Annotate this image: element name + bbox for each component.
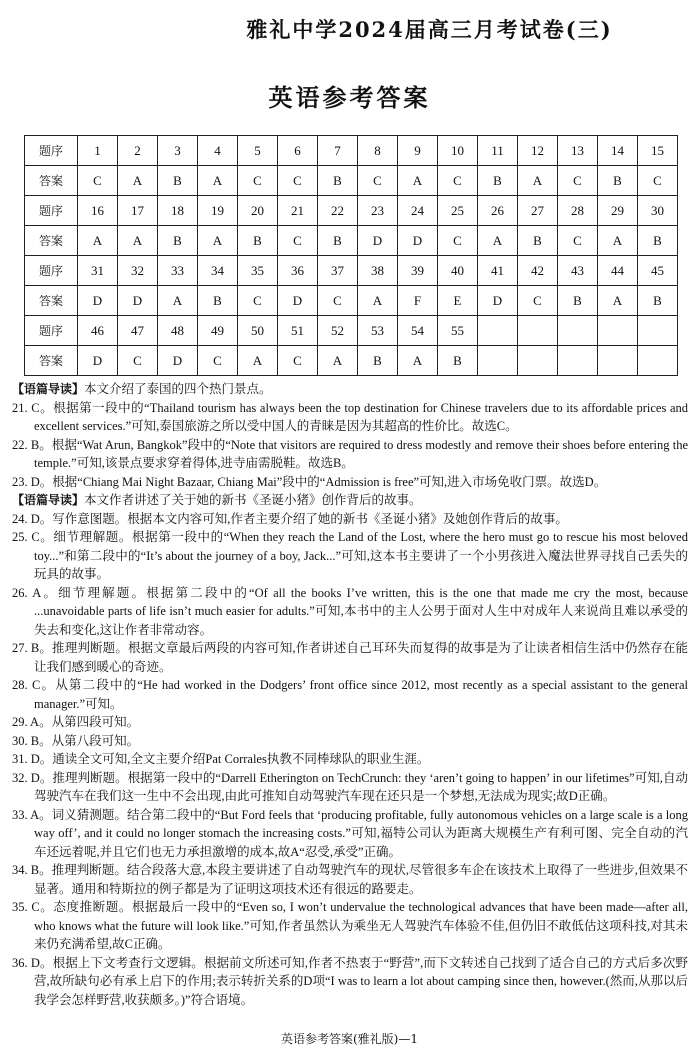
answer-explanation: 25. C。细节理解题。根据第一段中的“When they reach the Land of the Lost, where the hero must go to rescue his most beloved toy...”和第二段中的“It’s about the journey of a boy, Jack...”可知,这本书主要讲了一个小男孩进入魔法世界寻找自己丢失的玩具的故事。 — [12, 530, 688, 581]
answer-cell: A — [158, 286, 198, 316]
passage-guide-text: 本文介绍了泰国的四个热门景点。 — [84, 382, 272, 396]
answer-cell: B — [438, 346, 478, 376]
answer-cell: A — [598, 226, 638, 256]
answer-row — [25, 226, 678, 256]
question-number-cell: 34 — [198, 256, 238, 286]
question-number-cell: 16 — [78, 196, 118, 226]
question-number-cell: 6 — [278, 136, 318, 166]
question-number-cell: 13 — [558, 136, 598, 166]
answer-cell: B — [598, 166, 638, 196]
answer-cell: F — [398, 286, 438, 316]
answer-cell: C — [238, 166, 278, 196]
answer-cell: A — [198, 166, 238, 196]
passage-guide — [12, 491, 688, 510]
row-label-question: 题序 — [25, 256, 78, 286]
question-number-cell: 54 — [398, 316, 438, 346]
question-number-cell: 26 — [478, 196, 518, 226]
answer-explanation: 33. A。词义猜测题。结合第二段中的“But Ford feels that ‘producing profitable, fully autonomous vehicles on a large scale is a long way off’, and it could no longer stomach the increasing costs.”可知,福特公司认为距离大规模生产有利可图、完全自动的汽车还远着呢,并且它们也无力承担激增的成本,故A“忍受,承受”正确。 — [12, 807, 688, 859]
answer-cell: A — [398, 346, 438, 376]
answer-row — [25, 346, 678, 376]
question-number-cell: 12 — [518, 136, 558, 166]
answer-cell: A — [238, 346, 278, 376]
answer-explanation: 23. D。根据“Chiang Mai Night Bazaar, Chiang Mai”段中的“Admission is free”可知,进入市场免收门票。故选D。 — [12, 474, 607, 489]
answer-cell: E — [438, 286, 478, 316]
answer-explanation: 24. D。写作意图题。根据本文内容可知,作者主要介绍了她的新书《圣诞小猪》及她创作背后的故事。 — [12, 511, 568, 526]
answer-cell: C — [518, 286, 558, 316]
school-title: 雅礼中学2024届高三月考试卷(三) — [246, 17, 613, 42]
passage-guide — [12, 380, 688, 399]
answer-cell: D — [118, 286, 158, 316]
question-number-cell: 8 — [358, 136, 398, 166]
row-label-answer: 答案 — [25, 226, 78, 256]
question-number-row — [25, 316, 678, 346]
question-number-cell: 27 — [518, 196, 558, 226]
answer-cell: C — [198, 346, 238, 376]
question-number-cell: 52 — [318, 316, 358, 346]
answer-explanation: 28. C。从第二段中的“He had worked in the Dodgers’ front office since 2012, most recently as a special assistant to the general manager.”可知。 — [12, 678, 688, 711]
answer-cell: C — [278, 226, 318, 256]
page-footer: 英语参考答案(雅礼版)—1 — [281, 1032, 418, 1046]
question-number-cell: 18 — [158, 196, 198, 226]
answer-cell: C — [238, 286, 278, 316]
answer-cell: A — [478, 226, 518, 256]
answer-cell: D — [78, 286, 118, 316]
question-number-cell: 31 — [78, 256, 118, 286]
question-number-cell: 19 — [198, 196, 238, 226]
answer-cell — [638, 346, 678, 376]
question-number-cell: 29 — [598, 196, 638, 226]
answer-cell: A — [518, 166, 558, 196]
answer-explanation: 21. C。根据第一段中的“Thailand tourism has always been the top destination for Chinese travelers due to its affordable prices and excellent services.”可知,泰国旅游之所以受中国人的青睐是因为其超高的性价比。故选C。 — [12, 400, 688, 433]
row-label-question: 题序 — [25, 196, 78, 226]
row-label-answer: 答案 — [25, 286, 78, 316]
answer-cell: C — [358, 166, 398, 196]
answer-cell: B — [238, 226, 278, 256]
question-number-cell: 46 — [78, 316, 118, 346]
question-number-cell — [638, 316, 678, 346]
question-number-cell: 21 — [278, 196, 318, 226]
question-number-cell — [598, 316, 638, 346]
answer-cell: C — [278, 166, 318, 196]
answer-cell: D — [158, 346, 198, 376]
question-number-cell: 41 — [478, 256, 518, 286]
row-label-question: 题序 — [25, 316, 78, 346]
question-number-row — [25, 256, 678, 286]
question-number-cell: 37 — [318, 256, 358, 286]
answer-explanation: 31. D。通读全文可知,全文主要介绍Pat Corrales执教不同棒球队的职业生涯。 — [12, 752, 430, 766]
question-number-cell: 4 — [198, 136, 238, 166]
answer-cell: B — [158, 226, 198, 256]
question-number-cell — [518, 316, 558, 346]
answer-cell: D — [398, 226, 438, 256]
answer-cell: B — [358, 346, 398, 376]
question-number-cell: 24 — [398, 196, 438, 226]
question-number-cell: 51 — [278, 316, 318, 346]
question-number-cell: 28 — [558, 196, 598, 226]
answer-cell: A — [318, 346, 358, 376]
answer-explanation: 35. C。态度推断题。根据最后一段中的“Even so, I won’t undervalue the technological advances that have been made—after all, who knows what the future will look like.”可知,作者虽然认为乘坐无人驾驶汽车体验不佳,但仍旧不敢低估这项科技,对其未来仍充满希望,故C正确。 — [12, 900, 688, 951]
question-number-cell: 20 — [238, 196, 278, 226]
answer-cell: B — [638, 286, 678, 316]
answer-cell: C — [558, 226, 598, 256]
answer-cell: B — [558, 286, 598, 316]
question-number-cell: 44 — [598, 256, 638, 286]
answer-cell: D — [358, 226, 398, 256]
answer-cell — [518, 346, 558, 376]
question-number-cell — [478, 316, 518, 346]
answer-cell: A — [598, 286, 638, 316]
answer-explanation: 30. B。从第八段可知。 — [12, 733, 140, 748]
question-number-cell: 39 — [398, 256, 438, 286]
answer-cell: B — [158, 166, 198, 196]
answer-cell: C — [118, 346, 158, 376]
question-number-cell: 32 — [118, 256, 158, 286]
question-number-cell: 47 — [118, 316, 158, 346]
question-number-cell: 30 — [638, 196, 678, 226]
answer-cell — [558, 346, 598, 376]
question-number-cell: 25 — [438, 196, 478, 226]
answer-cell: D — [278, 286, 318, 316]
answer-cell: A — [398, 166, 438, 196]
answer-cell: C — [558, 166, 598, 196]
answer-cell: C — [638, 166, 678, 196]
answer-explanation: 29. A。从第四段可知。 — [12, 715, 140, 729]
answer-explanation: 22. B。根据“Wat Arun, Bangkok”段中的“Note that visitors are required to dress modestly and remove their shoes before entering the temple.”可知,该景点要求穿着得体,进寺庙需脱鞋。故选B。 — [12, 437, 688, 470]
passage-guide-tag: 【语篇导读】 — [12, 382, 85, 396]
answer-cell: B — [638, 226, 678, 256]
answer-cell: B — [198, 286, 238, 316]
answer-cell: D — [478, 286, 518, 316]
answer-row — [25, 286, 678, 316]
answer-cell — [478, 346, 518, 376]
answer-table — [24, 135, 678, 376]
answer-explanation: 26. A。细节理解题。根据第二段中的“Of all the books I’ve written, this is the one that made me cry the most, because ...unavoidable parts of life isn’t much easier for adults.”可知,本书中的主人公男于面对人生中对成年人来说尚且难以承受的失去和变化,这让作者非常动容。 — [12, 585, 688, 637]
question-number-cell: 38 — [358, 256, 398, 286]
question-number-cell: 36 — [278, 256, 318, 286]
answer-cell: A — [198, 226, 238, 256]
question-number-cell: 49 — [198, 316, 238, 346]
answer-explanation: 36. D。根据上下文考查行文逻辑。根据前文所述可知,作者不热衷于“野营”,而下文转述自己找到了适合自己的方式后多次野营,故所缺句必有承上启下的作用;表示转折关系的D项“I was to learn a lot about camping since then, however.(然而,从那以后我学会怎样野营,收获颇多。)”符合语境。 — [12, 955, 688, 1007]
answer-cell: A — [118, 166, 158, 196]
question-number-cell: 53 — [358, 316, 398, 346]
question-number-cell: 43 — [558, 256, 598, 286]
question-number-row — [25, 196, 678, 226]
answer-cell: C — [78, 166, 118, 196]
question-number-cell: 14 — [598, 136, 638, 166]
question-number-cell: 33 — [158, 256, 198, 286]
answer-cell — [598, 346, 638, 376]
answer-cell: C — [278, 346, 318, 376]
row-label-answer: 答案 — [25, 346, 78, 376]
answer-cell: C — [438, 226, 478, 256]
question-number-cell — [558, 316, 598, 346]
question-number-cell: 2 — [118, 136, 158, 166]
question-number-cell: 23 — [358, 196, 398, 226]
question-number-cell: 42 — [518, 256, 558, 286]
question-number-cell: 5 — [238, 136, 278, 166]
answer-cell: A — [358, 286, 398, 316]
question-number-cell: 35 — [238, 256, 278, 286]
question-number-cell: 55 — [438, 316, 478, 346]
question-number-cell: 11 — [478, 136, 518, 166]
question-number-cell: 3 — [158, 136, 198, 166]
row-label-question: 题序 — [25, 136, 78, 166]
row-label-answer: 答案 — [25, 166, 78, 196]
answer-cell: A — [118, 226, 158, 256]
question-number-cell: 40 — [438, 256, 478, 286]
passage-guide-tag: 【语篇导读】 — [12, 493, 85, 507]
answer-explanation: 32. D。推理判断题。根据第一段中的“Darrell Etherington on TechCrunch: they ‘aren’t going to happen’ in our lifetimes”可知,自动驾驶汽车在我们这一生中不会出现,由此可推知自动驾驶汽车现在还只是一个梦想,无法成为现实;故D正确。 — [12, 770, 688, 803]
question-number-cell: 10 — [438, 136, 478, 166]
question-number-cell: 1 — [78, 136, 118, 166]
question-number-row — [25, 136, 678, 166]
answer-row — [25, 166, 678, 196]
question-number-cell: 15 — [638, 136, 678, 166]
answer-cell: A — [78, 226, 118, 256]
answer-cell: B — [518, 226, 558, 256]
answer-cell: C — [438, 166, 478, 196]
answer-cell: B — [318, 226, 358, 256]
explanations — [12, 380, 688, 1009]
answer-explanation: 34. B。推理判断题。结合段落大意,本段主要讲述了自动驾驶汽车的现状,尽管很多车企在该技术上取得了一些进步,但效果不显著。通用和特斯拉的例子都是为了证明这项技术还有很远的路要走。 — [12, 863, 688, 896]
page-title: 英语参考答案 — [268, 84, 431, 112]
answer-cell: B — [478, 166, 518, 196]
answer-explanation: 27. B。推理判断题。根据文章最后两段的内容可知,作者讲述自己耳环失而复得的故事是为了让读者相信生活中仍然存在能让我们感到暖心的奇迹。 — [12, 641, 688, 674]
question-number-cell: 9 — [398, 136, 438, 166]
question-number-cell: 7 — [318, 136, 358, 166]
passage-guide-text: 本文作者讲述了关于她的新书《圣诞小猪》创作背后的故事。 — [84, 493, 422, 507]
question-number-cell: 22 — [318, 196, 358, 226]
answer-cell: B — [318, 166, 358, 196]
answer-cell: D — [78, 346, 118, 376]
question-number-cell: 50 — [238, 316, 278, 346]
question-number-cell: 48 — [158, 316, 198, 346]
question-number-cell: 45 — [638, 256, 678, 286]
answer-cell: C — [318, 286, 358, 316]
question-number-cell: 17 — [118, 196, 158, 226]
